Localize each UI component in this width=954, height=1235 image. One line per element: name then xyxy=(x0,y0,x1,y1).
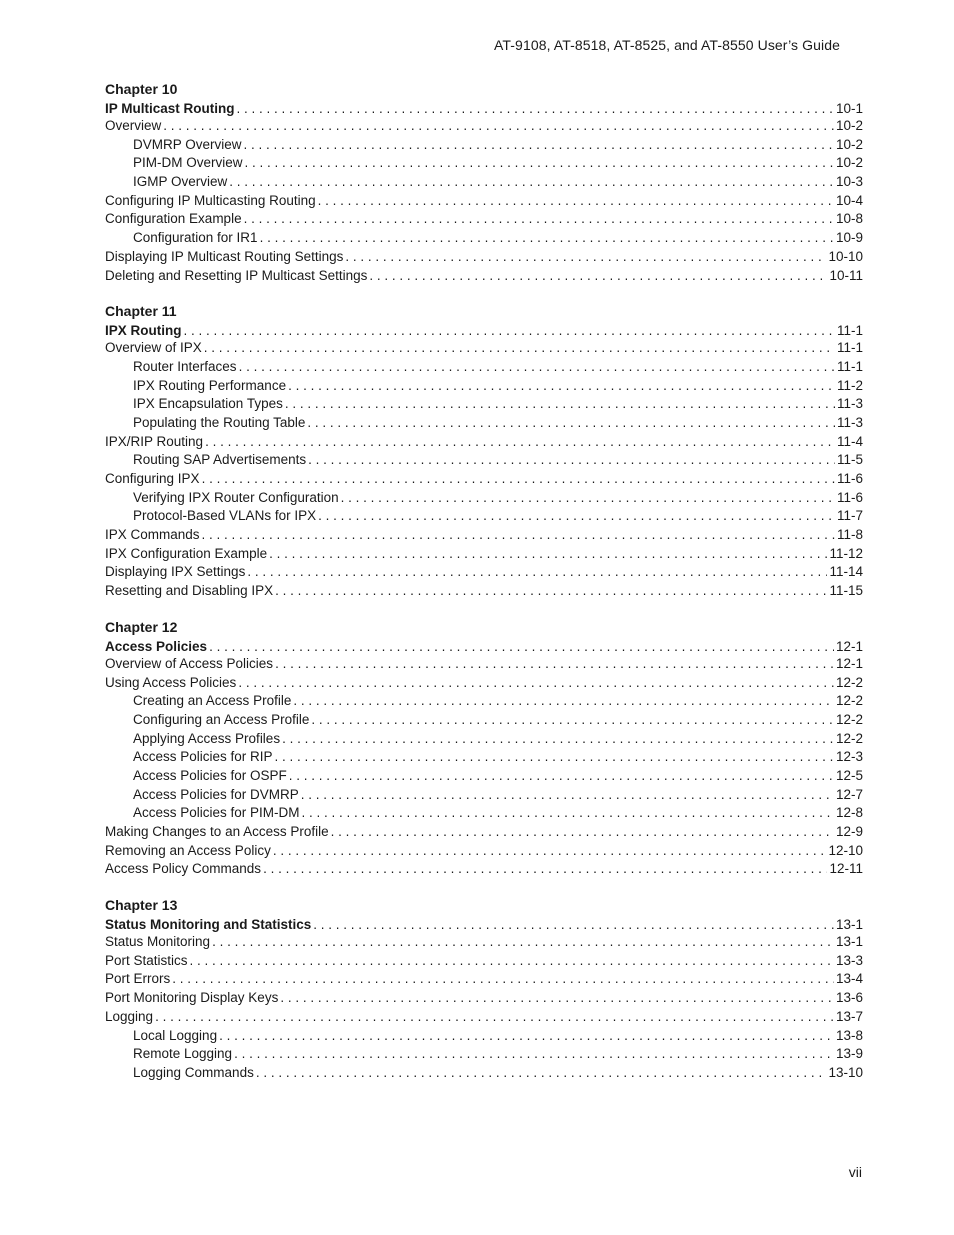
toc-entry-page: 11-6 xyxy=(836,471,863,486)
toc-entry-title: Access Policies for DVMRP xyxy=(133,786,299,802)
dot-leader xyxy=(256,1064,827,1083)
toc-entry[interactable] xyxy=(105,730,863,749)
dot-leader xyxy=(155,1008,834,1027)
dot-leader xyxy=(307,414,835,433)
toc-entry-title: Protocol-Based VLANs for IPX xyxy=(133,508,317,524)
chapter-section xyxy=(105,894,863,1083)
toc-entry[interactable] xyxy=(105,842,863,861)
toc-entry-title: Populating the Routing Table xyxy=(133,414,306,430)
toc-entry[interactable] xyxy=(105,989,863,1008)
toc-entry[interactable] xyxy=(105,433,863,452)
dot-leader xyxy=(247,563,827,582)
toc-entry-title: Configuration for IR1 xyxy=(133,230,258,246)
toc-entry[interactable] xyxy=(105,970,863,989)
chapter-label: Chapter 10 xyxy=(105,81,178,97)
toc-entry-title: PIM-DM Overview xyxy=(133,155,243,171)
toc-entry-page: 13-3 xyxy=(835,952,863,968)
toc-entry-title: IPX Commands xyxy=(105,527,200,543)
toc-entry-title: IGMP Overview xyxy=(133,174,228,190)
toc-entry-title: IPX/RIP Routing xyxy=(105,433,204,449)
toc-entry-title: Port Monitoring Display Keys xyxy=(105,990,279,1006)
toc-entry-page: 10-11 xyxy=(829,267,863,283)
toc-entry-title: Remote Logging xyxy=(133,1046,233,1062)
chapter-label: Chapter 11 xyxy=(105,303,177,320)
toc-chapter-title-entry[interactable] xyxy=(105,101,863,117)
toc-entry[interactable] xyxy=(105,451,863,470)
dot-leader xyxy=(263,860,827,879)
dot-leader xyxy=(341,489,835,508)
toc-entry-title: Router Interfaces xyxy=(133,358,237,374)
toc-entry[interactable] xyxy=(105,1027,863,1046)
dot-leader xyxy=(275,748,834,767)
toc-entry-page: 10-1 xyxy=(835,101,863,116)
dot-leader xyxy=(204,339,835,358)
dot-leader xyxy=(269,545,827,564)
chapter-section xyxy=(105,78,863,285)
toc-entry-title: Status Monitoring and Statistics xyxy=(105,917,312,933)
toc-entry-page: 13-6 xyxy=(835,990,863,1006)
toc-entry-title: Configuration Example xyxy=(105,211,242,227)
toc-entry-title: Access Policies for PIM-DM xyxy=(133,805,300,821)
dot-leader xyxy=(318,507,835,526)
dot-leader xyxy=(308,451,835,470)
toc-entry[interactable] xyxy=(105,154,863,173)
dot-leader xyxy=(184,323,835,339)
dot-leader xyxy=(172,970,834,989)
toc-entry-page: 12-9 xyxy=(835,824,863,839)
dot-leader xyxy=(219,1027,834,1046)
dot-leader xyxy=(318,192,834,211)
toc-entry-page: 13-7 xyxy=(835,1008,863,1024)
toc-entry-page: 10-9 xyxy=(835,230,863,246)
toc-entry-page: 10-10 xyxy=(828,248,863,264)
toc-entry-title: Access Policies for RIP xyxy=(133,749,273,765)
toc-entry-page: 11-1 xyxy=(836,358,863,374)
toc-entry-title: IPX Configuration Example xyxy=(105,545,268,561)
toc-entry-title: Applying Access Profiles xyxy=(133,730,281,746)
toc-entry[interactable] xyxy=(105,192,863,211)
running-header: AT-9108, AT-8518, AT-8525, and AT-8550 User’s Guide xyxy=(494,37,840,53)
toc-entry-page: 11-4 xyxy=(836,433,863,449)
toc-entry-page: 12-2 xyxy=(835,693,863,709)
toc-entry-page: 11-1 xyxy=(836,323,863,339)
toc-entry[interactable] xyxy=(105,952,863,971)
table-of-contents xyxy=(105,78,863,1098)
toc-entry-page: 13-1 xyxy=(835,934,863,950)
toc-entry-title: Access Policies for OSPF xyxy=(133,767,287,783)
toc-entry-page: 10-2 xyxy=(835,155,863,171)
dot-leader xyxy=(282,730,834,749)
toc-entry-title: Logging Commands xyxy=(133,1064,254,1080)
toc-entry-title: Making Changes to an Access Profile xyxy=(105,824,329,839)
toc-entry[interactable] xyxy=(105,1064,863,1083)
toc-entry-title: Routing SAP Advertisements xyxy=(133,452,307,468)
toc-entry[interactable] xyxy=(105,117,863,136)
dot-leader xyxy=(239,358,835,377)
dot-leader xyxy=(202,526,835,545)
toc-entry-page: 12-2 xyxy=(835,730,863,746)
toc-entry-title: Overview of IPX xyxy=(105,340,202,356)
dot-leader xyxy=(302,804,834,823)
dot-leader xyxy=(234,1045,834,1064)
toc-entry-page: 13-4 xyxy=(835,971,863,987)
page-number: vii xyxy=(848,1164,862,1180)
toc-entry-page: 12-2 xyxy=(835,711,863,727)
toc-entry[interactable] xyxy=(105,804,863,823)
dot-leader xyxy=(273,842,827,861)
dot-leader xyxy=(212,933,834,952)
toc-entry[interactable] xyxy=(105,674,863,693)
chapter-label: Chapter 12 xyxy=(105,618,178,635)
dot-leader xyxy=(244,136,834,155)
toc-entry-page: 12-10 xyxy=(828,842,863,858)
dot-leader xyxy=(209,639,834,655)
toc-entry-page: 11-5 xyxy=(836,452,863,468)
toc-entry-title: Port Statistics xyxy=(105,952,188,968)
toc-entry-title: Local Logging xyxy=(133,1027,218,1043)
toc-entry-title: Overview of Access Policies xyxy=(105,655,274,671)
toc-entry-title: Displaying IP Multicast Routing Settings xyxy=(105,248,344,264)
dot-leader xyxy=(301,786,834,805)
toc-entry[interactable] xyxy=(105,526,863,545)
dot-leader xyxy=(190,952,834,971)
toc-entry[interactable] xyxy=(105,267,863,286)
toc-entry-title: Port Errors xyxy=(105,971,171,987)
dot-leader xyxy=(229,173,834,192)
toc-entry-page: 10-2 xyxy=(835,136,863,152)
toc-entry-title: IPX Encapsulation Types xyxy=(133,396,283,412)
toc-entry[interactable] xyxy=(105,786,863,805)
toc-entry-title: Removing an Access Policy xyxy=(105,842,271,858)
toc-entry-page: 11-14 xyxy=(829,564,863,580)
toc-entry-page: 12-7 xyxy=(835,786,863,802)
toc-entry[interactable] xyxy=(105,173,863,192)
toc-entry-page: 11-15 xyxy=(829,583,863,599)
toc-entry-title: Overview xyxy=(105,118,162,133)
toc-entry-page: 11-1 xyxy=(836,340,863,356)
toc-entry-title: Creating an Access Profile xyxy=(133,693,292,709)
toc-entry[interactable] xyxy=(105,823,863,842)
toc-entry-title: Access Policy Commands xyxy=(105,861,262,877)
toc-entry-title: Access Policies xyxy=(105,638,208,654)
toc-entry[interactable] xyxy=(105,767,863,786)
toc-entry-page: 13-10 xyxy=(828,1064,863,1080)
toc-entry[interactable] xyxy=(105,860,863,879)
toc-entry[interactable] xyxy=(105,545,863,564)
toc-entry-page: 11-3 xyxy=(836,414,863,430)
toc-chapter-title-entry[interactable] xyxy=(105,917,863,933)
dot-leader xyxy=(245,154,834,173)
toc-entry-page: 11-7 xyxy=(836,508,863,524)
toc-entry-page: 11-3 xyxy=(836,396,863,412)
toc-entry-page: 11-2 xyxy=(836,377,863,393)
toc-chapter-title-entry[interactable] xyxy=(105,323,863,339)
toc-entry-title: Resetting and Disabling IPX xyxy=(105,583,274,599)
toc-entry-title: Configuring IPX xyxy=(105,471,200,486)
toc-entry-page: 13-9 xyxy=(835,1046,863,1062)
toc-entry[interactable] xyxy=(105,136,863,155)
toc-entry[interactable] xyxy=(105,582,863,601)
toc-entry[interactable] xyxy=(105,748,863,767)
dot-leader xyxy=(289,767,834,786)
dot-leader xyxy=(260,229,834,248)
toc-entry-page: 12-8 xyxy=(835,805,863,821)
toc-entry[interactable] xyxy=(105,692,863,711)
toc-entry[interactable] xyxy=(105,470,863,489)
toc-entry-page: 13-8 xyxy=(835,1027,863,1043)
dot-leader xyxy=(244,210,834,229)
toc-entry-page: 12-11 xyxy=(829,861,863,877)
toc-entry[interactable] xyxy=(105,933,863,952)
toc-entry-page: 12-1 xyxy=(835,655,863,671)
toc-entry-page: 10-2 xyxy=(835,118,863,133)
toc-entry[interactable] xyxy=(105,1008,863,1027)
toc-entry-page: 11-12 xyxy=(829,545,863,561)
toc-entry[interactable] xyxy=(105,339,863,358)
toc-entry-page: 10-8 xyxy=(835,211,863,227)
toc-entry-page: 13-1 xyxy=(835,917,863,933)
dot-leader xyxy=(275,582,827,601)
toc-entry-title: Verifying IPX Router Configuration xyxy=(133,489,339,505)
toc-entry-title: DVMRP Overview xyxy=(133,136,242,152)
toc-entry[interactable] xyxy=(105,358,863,377)
dot-leader xyxy=(311,711,834,730)
chapter-label: Chapter 13 xyxy=(105,897,178,914)
toc-entry-title: Configuring an Access Profile xyxy=(133,711,310,727)
toc-entry-title: Configuring IP Multicasting Routing xyxy=(105,192,316,208)
dot-leader xyxy=(313,917,834,933)
dot-leader xyxy=(288,377,835,396)
dot-leader xyxy=(345,248,826,267)
toc-entry[interactable] xyxy=(105,563,863,582)
toc-entry[interactable] xyxy=(105,377,863,396)
toc-entry-title: Deleting and Resetting IP Multicast Settings xyxy=(105,267,368,283)
toc-entry-title: Using Access Policies xyxy=(105,674,237,690)
toc-chapter-title-entry[interactable] xyxy=(105,639,863,655)
toc-entry[interactable] xyxy=(105,1045,863,1064)
chapter-section xyxy=(105,616,863,879)
dot-leader xyxy=(238,674,834,693)
toc-entry-page: 10-4 xyxy=(835,192,863,208)
toc-entry[interactable] xyxy=(105,655,863,674)
toc-entry-page: 12-5 xyxy=(835,767,863,783)
toc-entry-page: 10-3 xyxy=(835,174,863,190)
toc-entry-title: IPX Routing xyxy=(105,323,182,339)
dot-leader xyxy=(293,692,834,711)
toc-entry-page: 12-2 xyxy=(835,674,863,690)
dot-leader xyxy=(237,101,834,117)
dot-leader xyxy=(331,823,834,842)
toc-entry[interactable] xyxy=(105,248,863,267)
dot-leader xyxy=(205,433,835,452)
dot-leader xyxy=(163,117,834,136)
toc-entry-page: 11-6 xyxy=(836,489,863,505)
toc-entry-title: Logging xyxy=(105,1008,154,1024)
toc-entry[interactable] xyxy=(105,229,863,248)
toc-entry[interactable] xyxy=(105,395,863,414)
toc-entry[interactable] xyxy=(105,507,863,526)
toc-entry-title: Status Monitoring xyxy=(105,934,211,950)
toc-entry-title: IP Multicast Routing xyxy=(105,101,235,116)
toc-entry[interactable] xyxy=(105,711,863,730)
toc-entry-page: 11-8 xyxy=(836,527,863,543)
toc-entry-title: IPX Routing Performance xyxy=(133,377,287,393)
chapter-section xyxy=(105,300,863,601)
dot-leader xyxy=(280,989,834,1008)
toc-entry-title: Displaying IPX Settings xyxy=(105,564,246,580)
dot-leader xyxy=(202,470,835,489)
dot-leader xyxy=(285,395,835,414)
dot-leader xyxy=(369,267,827,286)
toc-entry[interactable] xyxy=(105,489,863,508)
toc-entry[interactable] xyxy=(105,210,863,229)
toc-entry[interactable] xyxy=(105,414,863,433)
toc-entry-page: 12-1 xyxy=(835,638,863,654)
toc-entry-page: 12-3 xyxy=(835,749,863,765)
dot-leader xyxy=(275,655,834,674)
